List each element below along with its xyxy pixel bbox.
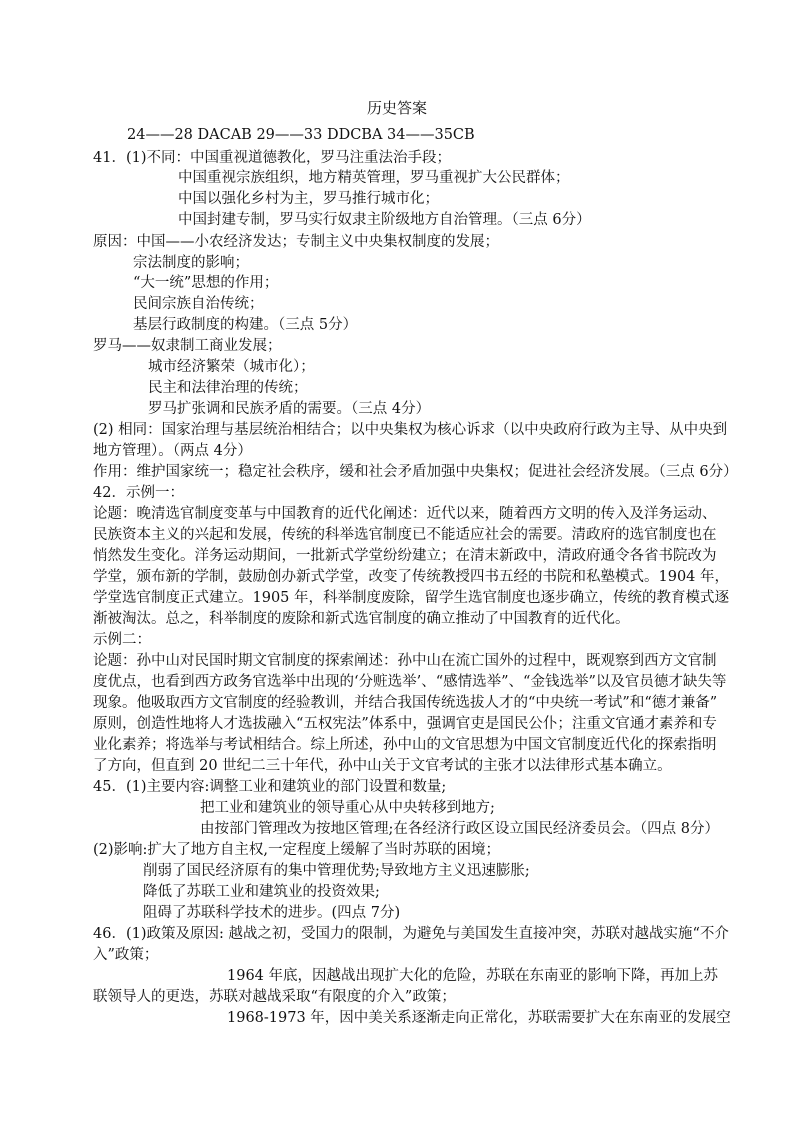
q45-line-2: 把工业和建筑业的领导重心从中央转移到地方;: [200, 800, 495, 816]
q45-line-4: (2)影响:扩大了地方自主权,一定程度上缓解了当时苏联的困境；: [93, 842, 501, 858]
q42-line-13: 业化素养；将选举与考试相结合。综上所述，孙中山的文官思想为中国文官制度近代化的探索指明: [93, 737, 717, 753]
q42-line-11: 现象。他吸取西方文官制度的经验教训，并结合我国传统选拔人才的“中央统一考试”和“德才兼备”: [93, 695, 718, 711]
q41-line-16: 作用：维护国家统一；稳定社会秩序，缓和社会矛盾加强中央集权；促进社会经济发展。（三点 6分）: [93, 464, 738, 480]
q41-line-6: 宗法制度的影响；: [133, 255, 249, 271]
q46-line-2: 入”政策；: [93, 947, 159, 963]
q46-line-5: 1968-1973 年，因中美关系逐渐走向正常化，苏联需要扩大在东南亚的发展空: [227, 1010, 731, 1026]
q41-line-13: 罗马扩张调和民族矛盾的需要。（三点 4分）: [148, 401, 431, 417]
q41-line-11: 城市经济繁荣（城市化）；: [148, 359, 315, 375]
q41-line-7: “大一统”思想的作用；: [133, 275, 279, 291]
q41-line-2: 中国重视宗族组织，地方精英管理，罗马重视扩大公民群体；: [178, 170, 570, 186]
q41-line-12: 民主和法律治理的传统；: [148, 380, 308, 396]
q46-line-1: 46．(1)政策及原因: 越战之初，受国力的限制，为避免与美国发生直接冲突，苏联对越战实施“不介: [93, 926, 729, 942]
q42-line-2: 论题：晚清选官制度变革与中国教育的近代化阐述：近代以来，随着西方文明的传入及洋务运动、: [93, 506, 717, 522]
q42-line-1: 42．示例一：: [93, 485, 184, 501]
q41-line-8: 民间宗族自治传统；: [133, 296, 264, 312]
q46-line-3: 1964 年底，因越战出现扩大化的危险，苏联在东南亚的影响下降，再加上苏: [227, 968, 719, 984]
q41-line-3: 中国以强化乡村为主，罗马推行城市化；: [178, 191, 439, 207]
q42-line-10: 度优点，也看到西方政务官选举中出现的‘分赃选举’、“感情选举”、“金钱选举”以及官员德才缺失等: [93, 674, 727, 690]
q41-line-14: (2) 相同：国家治理与基层统治相结合；以中央集权为核心诉求（以中央政府行政为主导、从中央到: [93, 422, 728, 438]
q41-line-15: 地方管理）。（两点 4分）: [93, 443, 252, 459]
q42-line-4: 悄然发生变化。洋务运动期间，一批新式学堂纷纷建立；在清末新政中，清政府通令各省书院改为: [93, 548, 717, 564]
q41-line-10: 罗马——奴隶制工商业发展；: [93, 338, 282, 354]
q45-line-6: 降低了苏联工业和建筑业的投资效果;: [143, 884, 380, 900]
q42-line-5: 学堂，颁布新的学制，鼓励创办新式学堂，改变了传统教授四书五经的书院和私塾模式。1904 年，: [93, 569, 730, 585]
q42-line-3: 民族资本主义的兴起和发展，传统的科举选官制度已不能适应社会的需要。清政府的选官制度也在: [93, 527, 717, 543]
q42-line-6: 学堂选官制度正式建立。1905 年，科举制度废除，留学生选官制度也逐步确立，传统的教育模式逐: [93, 590, 730, 606]
q46-line-4: 联领导人的更迭，苏联对越战采取“有限度的介入”政策；: [93, 989, 456, 1005]
q45-line-1: 45．(1)主要内容:调整工业和建筑业的部门设置和数量;: [93, 779, 447, 795]
q42-line-12: 原则，创造性地将人才选拔融入“五权宪法”体系中，强调官吏是国民公仆；注重文官通才素养和专: [93, 716, 717, 732]
q41-line-1: 41．(1)不同：中国重视道德教化，罗马注重法治手段；: [93, 150, 451, 166]
q45-line-7: 阻碍了苏联科学技术的进步。(四点 7分): [143, 905, 401, 921]
q41-line-5: 原因：中国——小农经济发达；专制主义中央集权制度的发展；: [93, 234, 499, 250]
q41-line-4: 中国封建专制，罗马实行奴隶主阶级地方自治管理。（三点 6分）: [178, 212, 591, 228]
choice-answers: 24——28 DACAB 29——33 DDCBA 34——35CB: [127, 127, 475, 143]
q41-line-9: 基层行政制度的构建。（三点 5分）: [133, 317, 358, 333]
q42-line-8: 示例二：: [93, 632, 151, 648]
q42-line-9: 论题：孙中山对民国时期文官制度的探索阐述：孙中山在流亡国外的过程中，既观察到西方文官制: [93, 653, 717, 669]
q45-line-5: 削弱了国民经济原有的集中管理优势;导致地方主义迅速膨胀;: [143, 863, 530, 879]
q42-line-7: 渐被淘汰。总之，科举制度的废除和新式选官制度的确立推动了中国教育的近代化。: [93, 611, 630, 627]
page-title: 历史答案: [367, 99, 428, 117]
q45-line-3: 由按部门管理改为按地区管理;在各经济行政区设立国民经济委员会。（四点 8分）: [200, 821, 719, 837]
q42-line-14: 了方向，但直到 20 世纪二三十年代，孙中山关于文官考试的主张才以法律形式基本确立。: [93, 758, 672, 774]
